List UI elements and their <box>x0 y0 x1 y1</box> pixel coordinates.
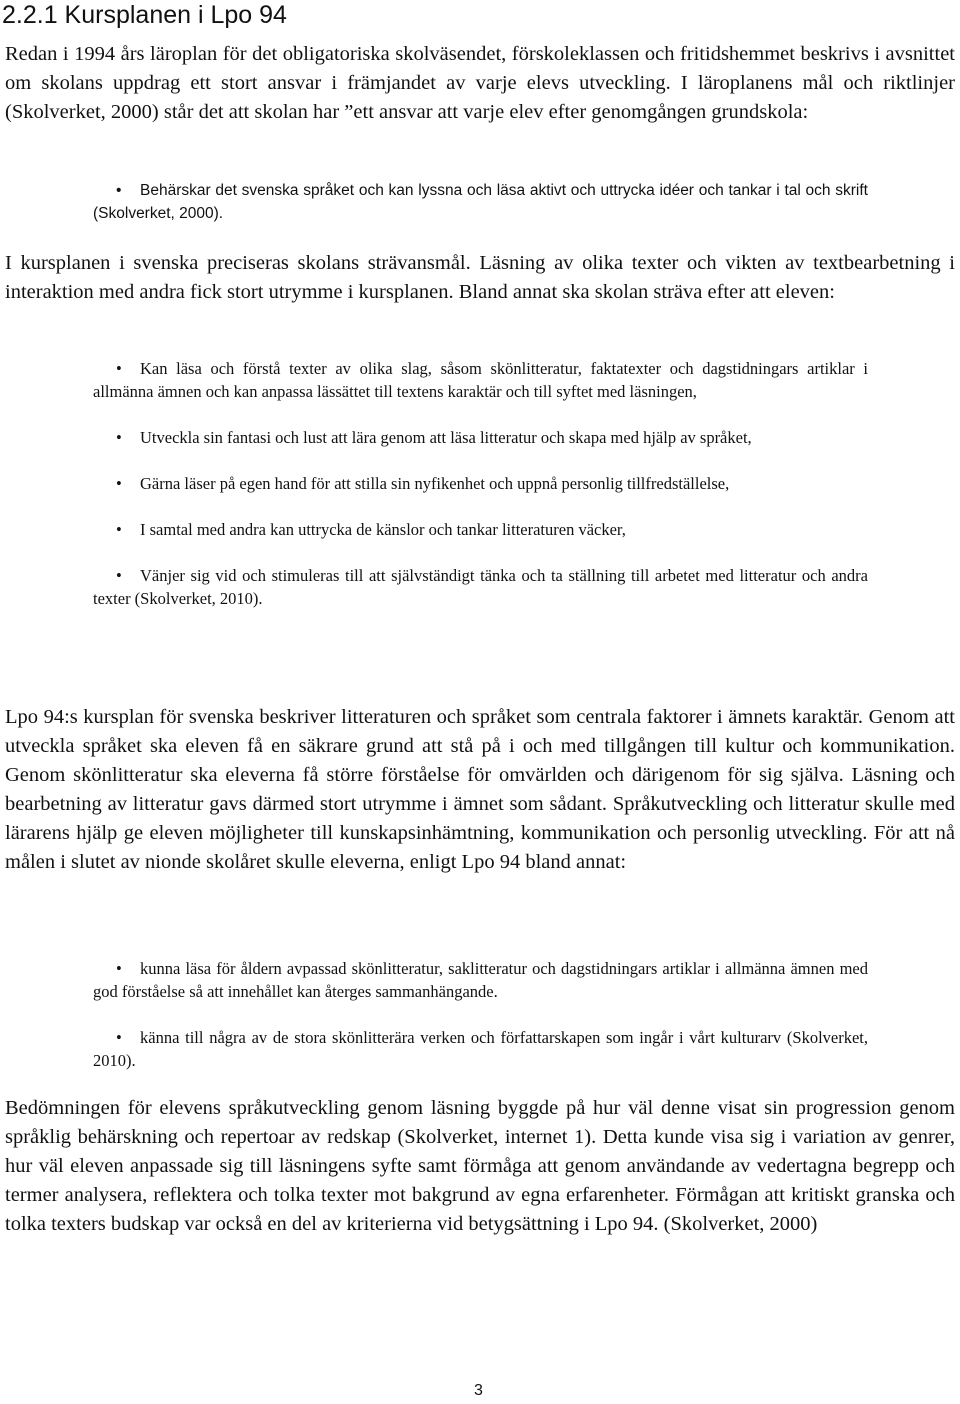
list-item-text: kunna läsa för åldern avpassad skönlitteratur, saklitteratur och dagstidningars artiklar i allmänna ämnen med god förståelse så att innehållet kan återges sammanhängande. <box>93 959 868 1001</box>
quote-list-2 <box>93 357 868 610</box>
list-item <box>93 957 868 1003</box>
list-item <box>93 472 868 495</box>
bullet-icon: • <box>116 959 122 978</box>
bullet-icon: • <box>116 520 122 539</box>
list-item <box>93 179 868 225</box>
page-number: 3 <box>474 1382 483 1399</box>
section-heading: 2.2.1 Kursplanen i Lpo 94 <box>2 1 287 29</box>
list-item <box>93 1026 868 1072</box>
list-item-text: Utveckla sin fantasi och lust att lära genom att läsa litteratur och skapa med hjälp av språket, <box>140 428 752 447</box>
literature-paragraph: Lpo 94:s kursplan för svenska beskriver litteraturen och språket som centrala faktorer i ämnets karaktär. Genom att utveckla språket ska eleven få en säkrare grund att stå på i och med tillgången till kultur och kommunikation. Genom skönlitteratur ska eleverna få större förståelse för omvärlden och därigenom för sig själva. Läsning och bearbetning av litteratur gavs därmed stort utrymme i ämnet som sådant. Språkutveckling och litteratur skulle med lärarens hjälp ge eleven möjligheter till kunskapsinhämtning, kommunikation och personlig utveckling. För att nå målen i slutet av nionde skolåret skulle eleverna, enligt Lpo 94 bland annat: <box>5 706 955 873</box>
list-item <box>93 518 868 541</box>
strivings-paragraph: I kursplanen i svenska preciseras skolans strävansmål. Läsning av olika texter och vikten av textbearbetning i interaktion med andra fick stort utrymme i kursplanen. Bland annat ska skolan sträva efter att eleven: <box>5 252 955 303</box>
list-item-text: Vänjer sig vid och stimuleras till att självständigt tänka och ta ställning till arbetet med litteratur och andra texter (Skolverket, 2010). <box>93 566 868 608</box>
intro-paragraph: Redan i 1994 års läroplan för det obligatoriska skolväsendet, förskoleklassen och fritidshemmet beskrivs i avsnittet om skolans uppdrag ett stort ansvar i främjandet av varje elevs utveckling. I läroplanens mål och riktlinjer (Skolverket, 2000) står det att skolan har ”ett ansvar att varje elev efter genomgången grundskola: <box>5 43 955 123</box>
list-item-text: känna till några av de stora skönlitterära verken och författarskapen som ingår i vårt kulturarv (Skolverket, 2010). <box>93 1028 868 1070</box>
quote-list-3 <box>93 957 868 1072</box>
assessment-paragraph: Bedömningen för elevens språkutveckling genom läsning byggde på hur väl denne visat sin progression genom språklig behärskning och repertoar av redskap (Skolverket, internet 1). Detta kunde visa sig i variation av genrer, hur väl eleven anpassade sig till läsningens syfte samt förmåga att genom användande av vedertagna begrepp och termer analysera, reflektera och tolka texter mot bakgrund av egna erfarenheter. Förmågan att kritiskt granska och tolka texters budskap var också en del av kriterierna vid betygsättning i Lpo 94. (Skolverket, 2000) <box>5 1097 955 1235</box>
list-item-text: Gärna läser på egen hand för att stilla sin nyfikenhet och uppnå personlig tillfredställelse, <box>140 474 730 493</box>
bullet-icon: • <box>116 474 122 493</box>
list-item <box>93 426 868 449</box>
bullet-icon: • <box>116 566 122 585</box>
bullet-icon: • <box>116 182 122 199</box>
bullet-icon: • <box>116 1028 122 1047</box>
quote-list-1 <box>93 179 868 225</box>
list-item-text: Behärskar det svenska språket och kan lyssna och läsa aktivt och uttrycka idéer och tankar i tal och skrift (Skolverket, 2000). <box>93 182 868 222</box>
list-item <box>93 564 868 610</box>
bullet-icon: • <box>116 428 122 447</box>
list-item-text: I samtal med andra kan uttrycka de känslor och tankar litteraturen väcker, <box>140 520 626 539</box>
list-item-text: Kan läsa och förstå texter av olika slag, såsom skönlitteratur, faktatexter och dagstidningars artiklar i allmänna ämnen och kan anpassa lässättet till textens karaktär och till syftet med läsningen, <box>93 359 868 401</box>
bullet-icon: • <box>116 359 122 378</box>
list-item <box>93 357 868 403</box>
